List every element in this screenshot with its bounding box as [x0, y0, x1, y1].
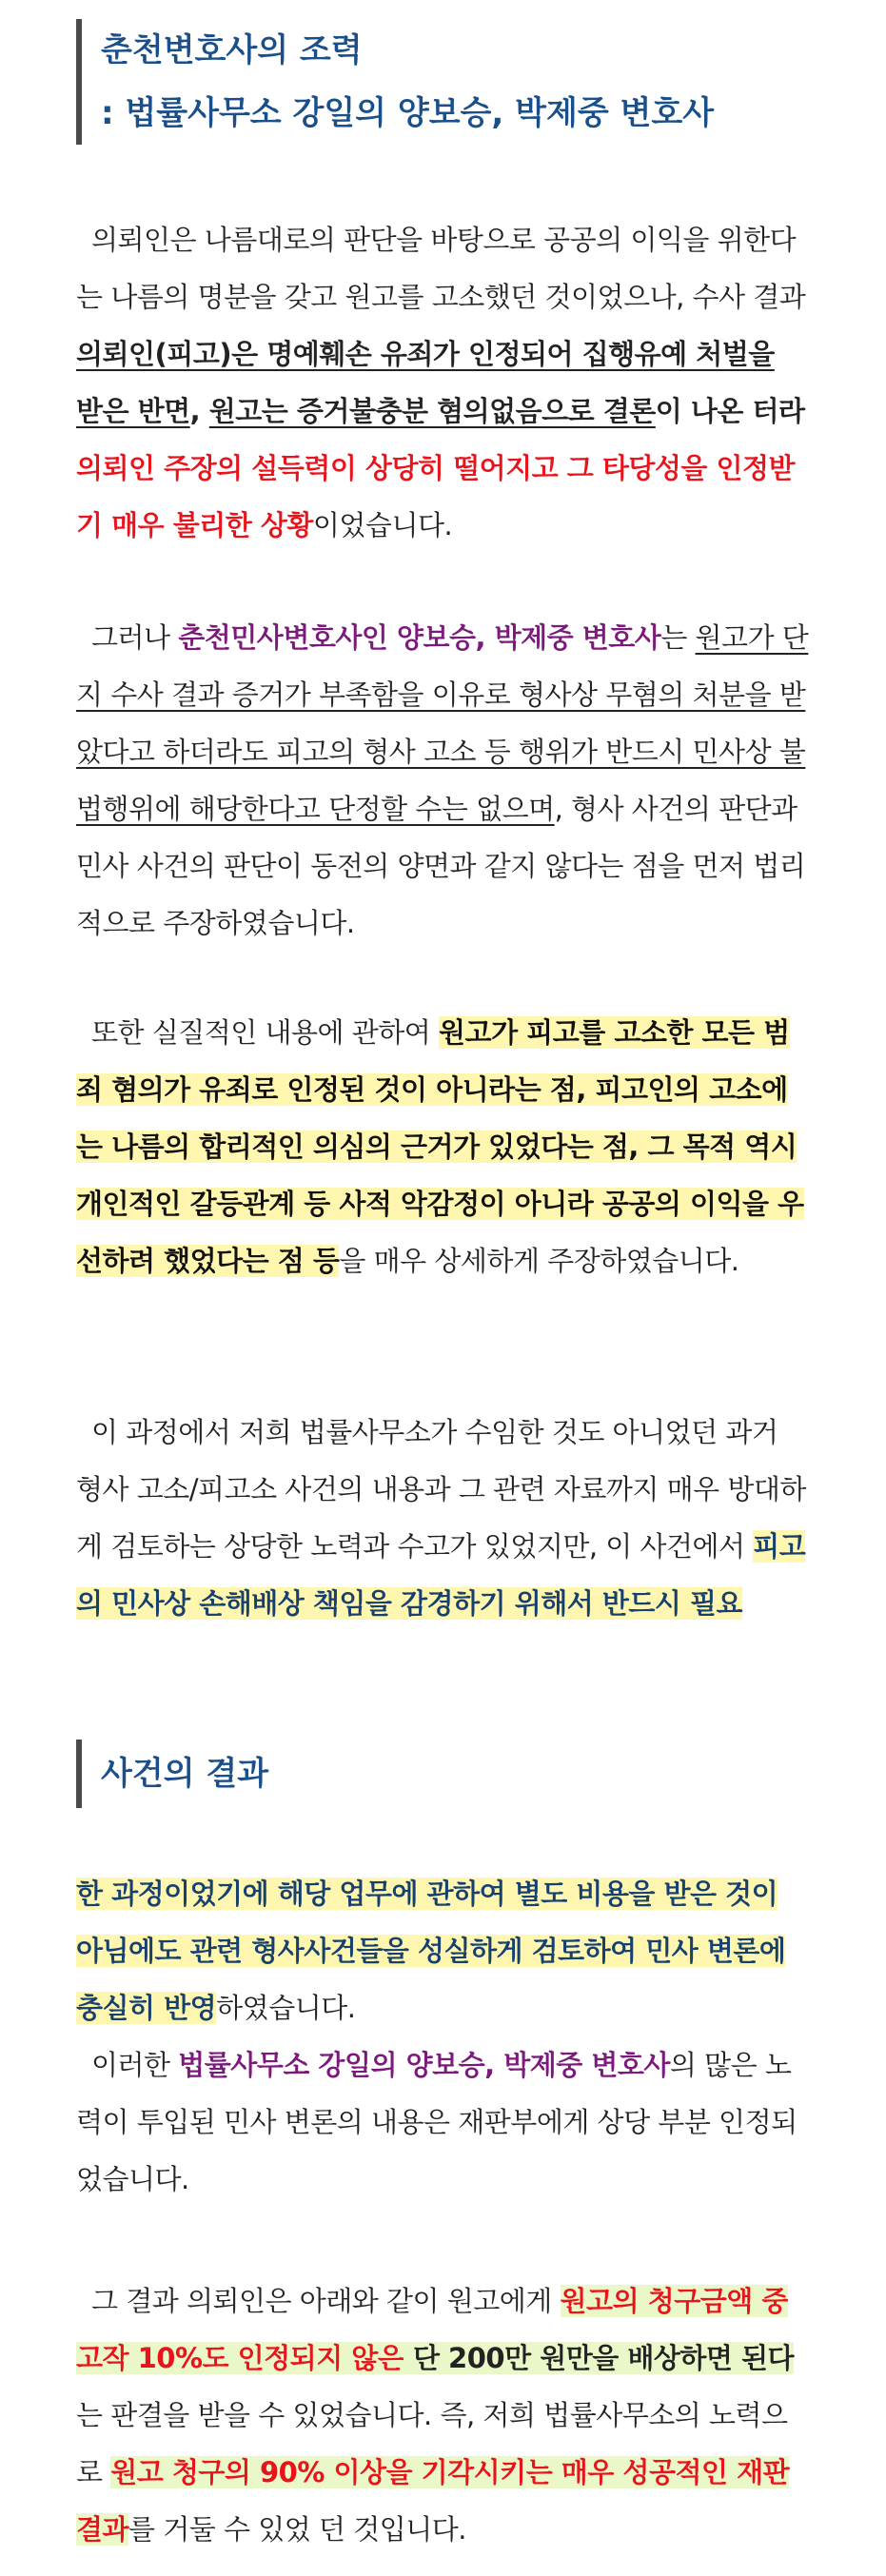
text-segment: , [189, 395, 209, 427]
text-segment: 을 매우 상세하게 주장하였습니다. [339, 1245, 739, 1277]
text-segment: 하였습니다. [216, 1992, 356, 2024]
text-segment: 이 과정에서 저희 법률사무소가 수임한 것도 아니었던 과거 형사 고소/피고소 사건의 내용과 그 관련 자료까지 매우 방대하게 검토하는 상당한 노력과 수고가 있었지만, 이 사건에서 [76, 1416, 806, 1563]
text-segment: , 형사 사건의 판단과 민사 사건의 판단이 동전의 양면과 같지 않다는 점을 먼저 법리적으로 주장하였습니다. [76, 793, 806, 939]
text-segment: 그 결과 의뢰인은 아래와 같이 원고에게 [91, 2285, 561, 2317]
section-heading-counsel [76, 19, 843, 145]
paragraph-effort [76, 1404, 809, 1632]
emphasis-plaintiff-result: 원고는 증거불충분 혐의없음으로 결론 [208, 395, 656, 427]
text-segment: 이었습니다. [312, 509, 453, 541]
text-segment: 의 많은 노력이 투입된 민사 변론의 내용은 재판부에게 상당 부분 인정되었습니다. [76, 2049, 797, 2195]
section-heading-result [76, 1740, 843, 1808]
text-segment [404, 2342, 413, 2374]
highlight-claim-rejected: 원고의 청구금액 중 고작 10%도 인정되지 않은 [76, 2285, 788, 2374]
heading-subtitle: : 법률사무소 강일의 양보승, 박제중 변호사 [101, 94, 715, 132]
text-segment: 이 나온 터라 [655, 395, 805, 427]
text-segment: 그러나 [91, 621, 179, 654]
heading-title: 사건의 결과 [101, 1755, 269, 1793]
text-segment: 를 거둘 수 있었 던 것입니다. [128, 2513, 466, 2546]
paragraph-process [76, 1865, 809, 2036]
highlight-damages-amount: 단 200만 원만을 배상하면 된다 [412, 2342, 795, 2374]
emphasis-unfavorable-situation: 의뢰인 주장의 설득력이 상당히 떨어지고 그 타당성을 인정받기 매우 불리한 상황 [76, 452, 796, 541]
highlight-diligent-review: 한 과정이었기에 해당 업무에 관하여 별도 비용을 받은 것이 아님에도 관련 형사사건들을 성실하게 검토하여 민사 변론에 충실히 반영 [76, 1878, 786, 2024]
heading-title: 춘천변호사의 조력 [101, 31, 363, 69]
paragraph-outcome [76, 2272, 809, 2558]
highlight-success-result: 원고 청구의 90% 이상을 기각시키는 매우 성공적인 재판 결과 [76, 2456, 790, 2546]
emphasis-defendant-result: 의뢰인(피고)은 명예훼손 유죄가 인정되어 집행유예 처벌을 받은 반면 [76, 338, 775, 427]
text-segment: 이러한 [91, 2049, 179, 2081]
emphasis-lawyer-names: 춘천민사변호사인 양보승, 박제중 변호사 [178, 621, 661, 654]
paragraph-recognition [76, 2036, 809, 2208]
paragraph-substantive-argument [76, 1004, 809, 1289]
highlight-key-points: 원고가 피고를 고소한 모든 범죄 혐의가 유죄로 인정된 것이 아니라는 점, 피고인의 고소에는 나름의 합리적인 의심의 근거가 있었다는 점, 그 목적 역시 개인적인 갈등관계 등 사적 악감정이 아니라 공공의 이익을 우선하려 했었다는 점 등 [76, 1016, 804, 1277]
emphasis-legal-principle: 원고가 단지 수사 결과 증거가 부족함을 이유로 형사상 무혐의 처분을 받았다고 하더라도 피고의 형사 고소 등 행위가 반드시 민사상 불법행위에 해당한다고 단정할 수는 없으며 [76, 621, 809, 825]
paragraph-situation [76, 211, 809, 554]
text-segment: 의뢰인은 나름대로의 판단을 바탕으로 공공의 이익을 위한다는 나름의 명분을 갖고 원고를 고소했던 것이었으나, 수사 결과 [76, 224, 806, 313]
text-segment: 는 [660, 621, 696, 654]
text-segment: 또한 실질적인 내용에 관하여 [91, 1016, 440, 1049]
paragraph-legal-argument [76, 609, 809, 952]
text-segment: 는 판결을 받을 수 있었습니다. 즉, 저희 법률사무소의 노력으로 [76, 2399, 788, 2488]
highlight-necessity: 피고의 민사상 손해배상 책임을 감경하기 위해서 반드시 필요 [76, 1530, 806, 1620]
emphasis-firm-lawyers: 법률사무소 강일의 양보승, 박제중 변호사 [178, 2049, 670, 2081]
